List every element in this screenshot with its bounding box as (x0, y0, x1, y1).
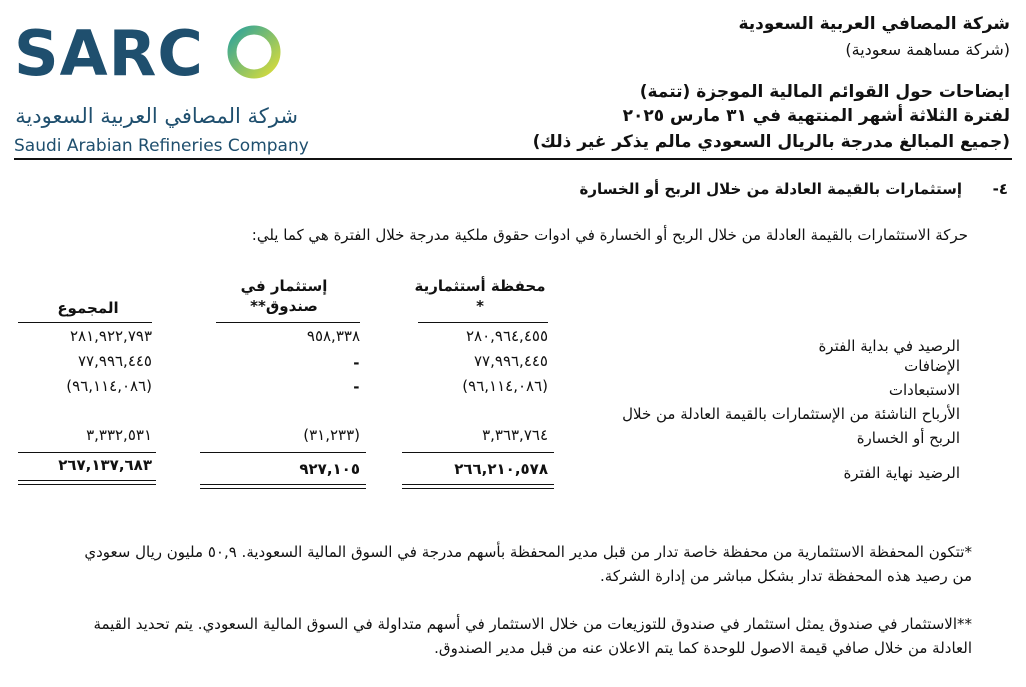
cell-opening-fund: ٩٥٨,٣٣٨ (306, 327, 360, 345)
logo-letters: SARC (14, 17, 204, 90)
footnote-portfolio (12, 540, 972, 588)
cell-closing-portfolio: ٢٦٦,٢١٠,٥٧٨ (454, 460, 548, 478)
cell-disposals-total: (٩٦,١١٤,٠٨٦) (66, 377, 152, 395)
company-logo (14, 18, 314, 158)
logo-ring-icon (226, 24, 282, 80)
cell-additions-total: ٧٧,٩٩٦,٤٤٥ (78, 352, 152, 370)
double-rule-fund (200, 484, 366, 489)
cell-additions-portfolio: ٧٧,٩٩٦,٤٤٥ (474, 352, 548, 370)
company-name: شركة المصافي العربية السعودية (738, 14, 1010, 34)
col-header-fund-line1: إستثمار في (240, 277, 328, 295)
col-header-portfolio-line2: * (476, 297, 484, 315)
section-number: ٤- (992, 180, 1008, 198)
footnote-fund (12, 612, 972, 660)
sum-rule-portfolio (402, 452, 554, 453)
cell-disposals-portfolio: (٩٦,١١٤,٠٨٦) (462, 377, 548, 395)
footnote-fund-line1: **الاستثمار في صندوق يمثل استثمار في صندوق للتوزيعات من خلال الاستثمار في أسهم متداولة في السوق المالية السعودي. يتم تحديد القيمة (93, 615, 972, 633)
col-header-portfolio-line1: محفظة أستثمارية (414, 277, 546, 295)
cell-gains-total: ٣,٣٣٢,٥٣١ (86, 426, 152, 444)
statement-period: لفترة الثلاثة أشهر المنتهية في ٣١ مارس ٢٠٢٥ (622, 106, 1010, 126)
col-header-total: المجموع (57, 299, 119, 317)
cell-gains-fund: (٣١,٢٣٣) (303, 426, 360, 444)
double-rule-total (18, 480, 156, 485)
cell-closing-fund: ٩٢٧,١٠٥ (299, 460, 360, 478)
col-header-rule-total (18, 322, 152, 323)
row-label-closing: الرضيد نهاية الفترة (843, 464, 960, 482)
sum-rule-fund (200, 452, 366, 453)
row-label-opening: الرصيد في بداية الفترة (818, 337, 960, 355)
cell-opening-total: ٢٨١,٩٢٢,٧٩٣ (69, 327, 152, 345)
cell-disposals-fund: - (353, 378, 360, 396)
row-label-disposals: الاستبعادات (888, 381, 960, 399)
logo-english-name: Saudi Arabian Refineries Company (14, 136, 309, 156)
statement-title: ايضاحات حول القوائم المالية الموجزة (تتمة) (639, 82, 1010, 102)
col-header-rule-fund (216, 322, 360, 323)
col-header-fund (200, 276, 368, 316)
section-intro: حركة الاستثمارات بالقيمة العادلة من خلال الربح أو الخسارة في ادوات حقوق ملكية مدرجة خلال الفترة هي كما يلي: (251, 226, 968, 244)
col-header-fund-line2: صندوق** (250, 297, 318, 315)
double-rule-portfolio (402, 484, 554, 489)
cell-closing-total: ٢٦٧,١٣٧,٦٨٣ (58, 456, 152, 474)
logo-arabic-name: شركة المصافي العربية السعودية (15, 104, 298, 128)
row-label-gains-line1: الأرباح الناشئة من الإستثمارات بالقيمة العادلة من خلال (622, 405, 960, 423)
cell-opening-portfolio: ٢٨٠,٩٦٤,٤٥٥ (465, 327, 548, 345)
row-label-additions: الإضافات (904, 357, 960, 375)
col-header-portfolio (400, 276, 560, 316)
footnote-fund-line2: العادلة من خلال صافي قيمة الاصول للوحدة كما يتم الاعلان عنه من قبل مدير الصندوق. (434, 639, 972, 657)
footnote-portfolio-line2: من رصيد هذه المحفظة تدار بشكل مباشر من إدارة الشركة. (600, 567, 972, 585)
row-label-gains-line2: الربح أو الخسارة (856, 429, 960, 447)
sum-rule-total (18, 452, 156, 453)
header-divider (14, 158, 1012, 160)
cell-gains-portfolio: ٣,٣٦٣,٧٦٤ (482, 426, 548, 444)
company-type: (شركة مساهمة سعودية) (845, 40, 1010, 59)
footnote-portfolio-line1: *تتكون المحفظة الاستثمارية من محفظة خاصة تدار من قبل مدير المحفظة بأسهم مدرجة في السوق المالية السعودية. ٥٠,٩ مليون ريال سعودي (84, 543, 972, 561)
cell-additions-fund: - (353, 354, 360, 372)
section-title: إستثمارات بالقيمة العادلة من خلال الربح أو الخسارة (579, 180, 962, 198)
statement-currency-note: (جميع المبالغ مدرجة بالريال السعودي مالم يذكر غير ذلك) (532, 132, 1010, 152)
col-header-rule-portfolio (418, 322, 548, 323)
